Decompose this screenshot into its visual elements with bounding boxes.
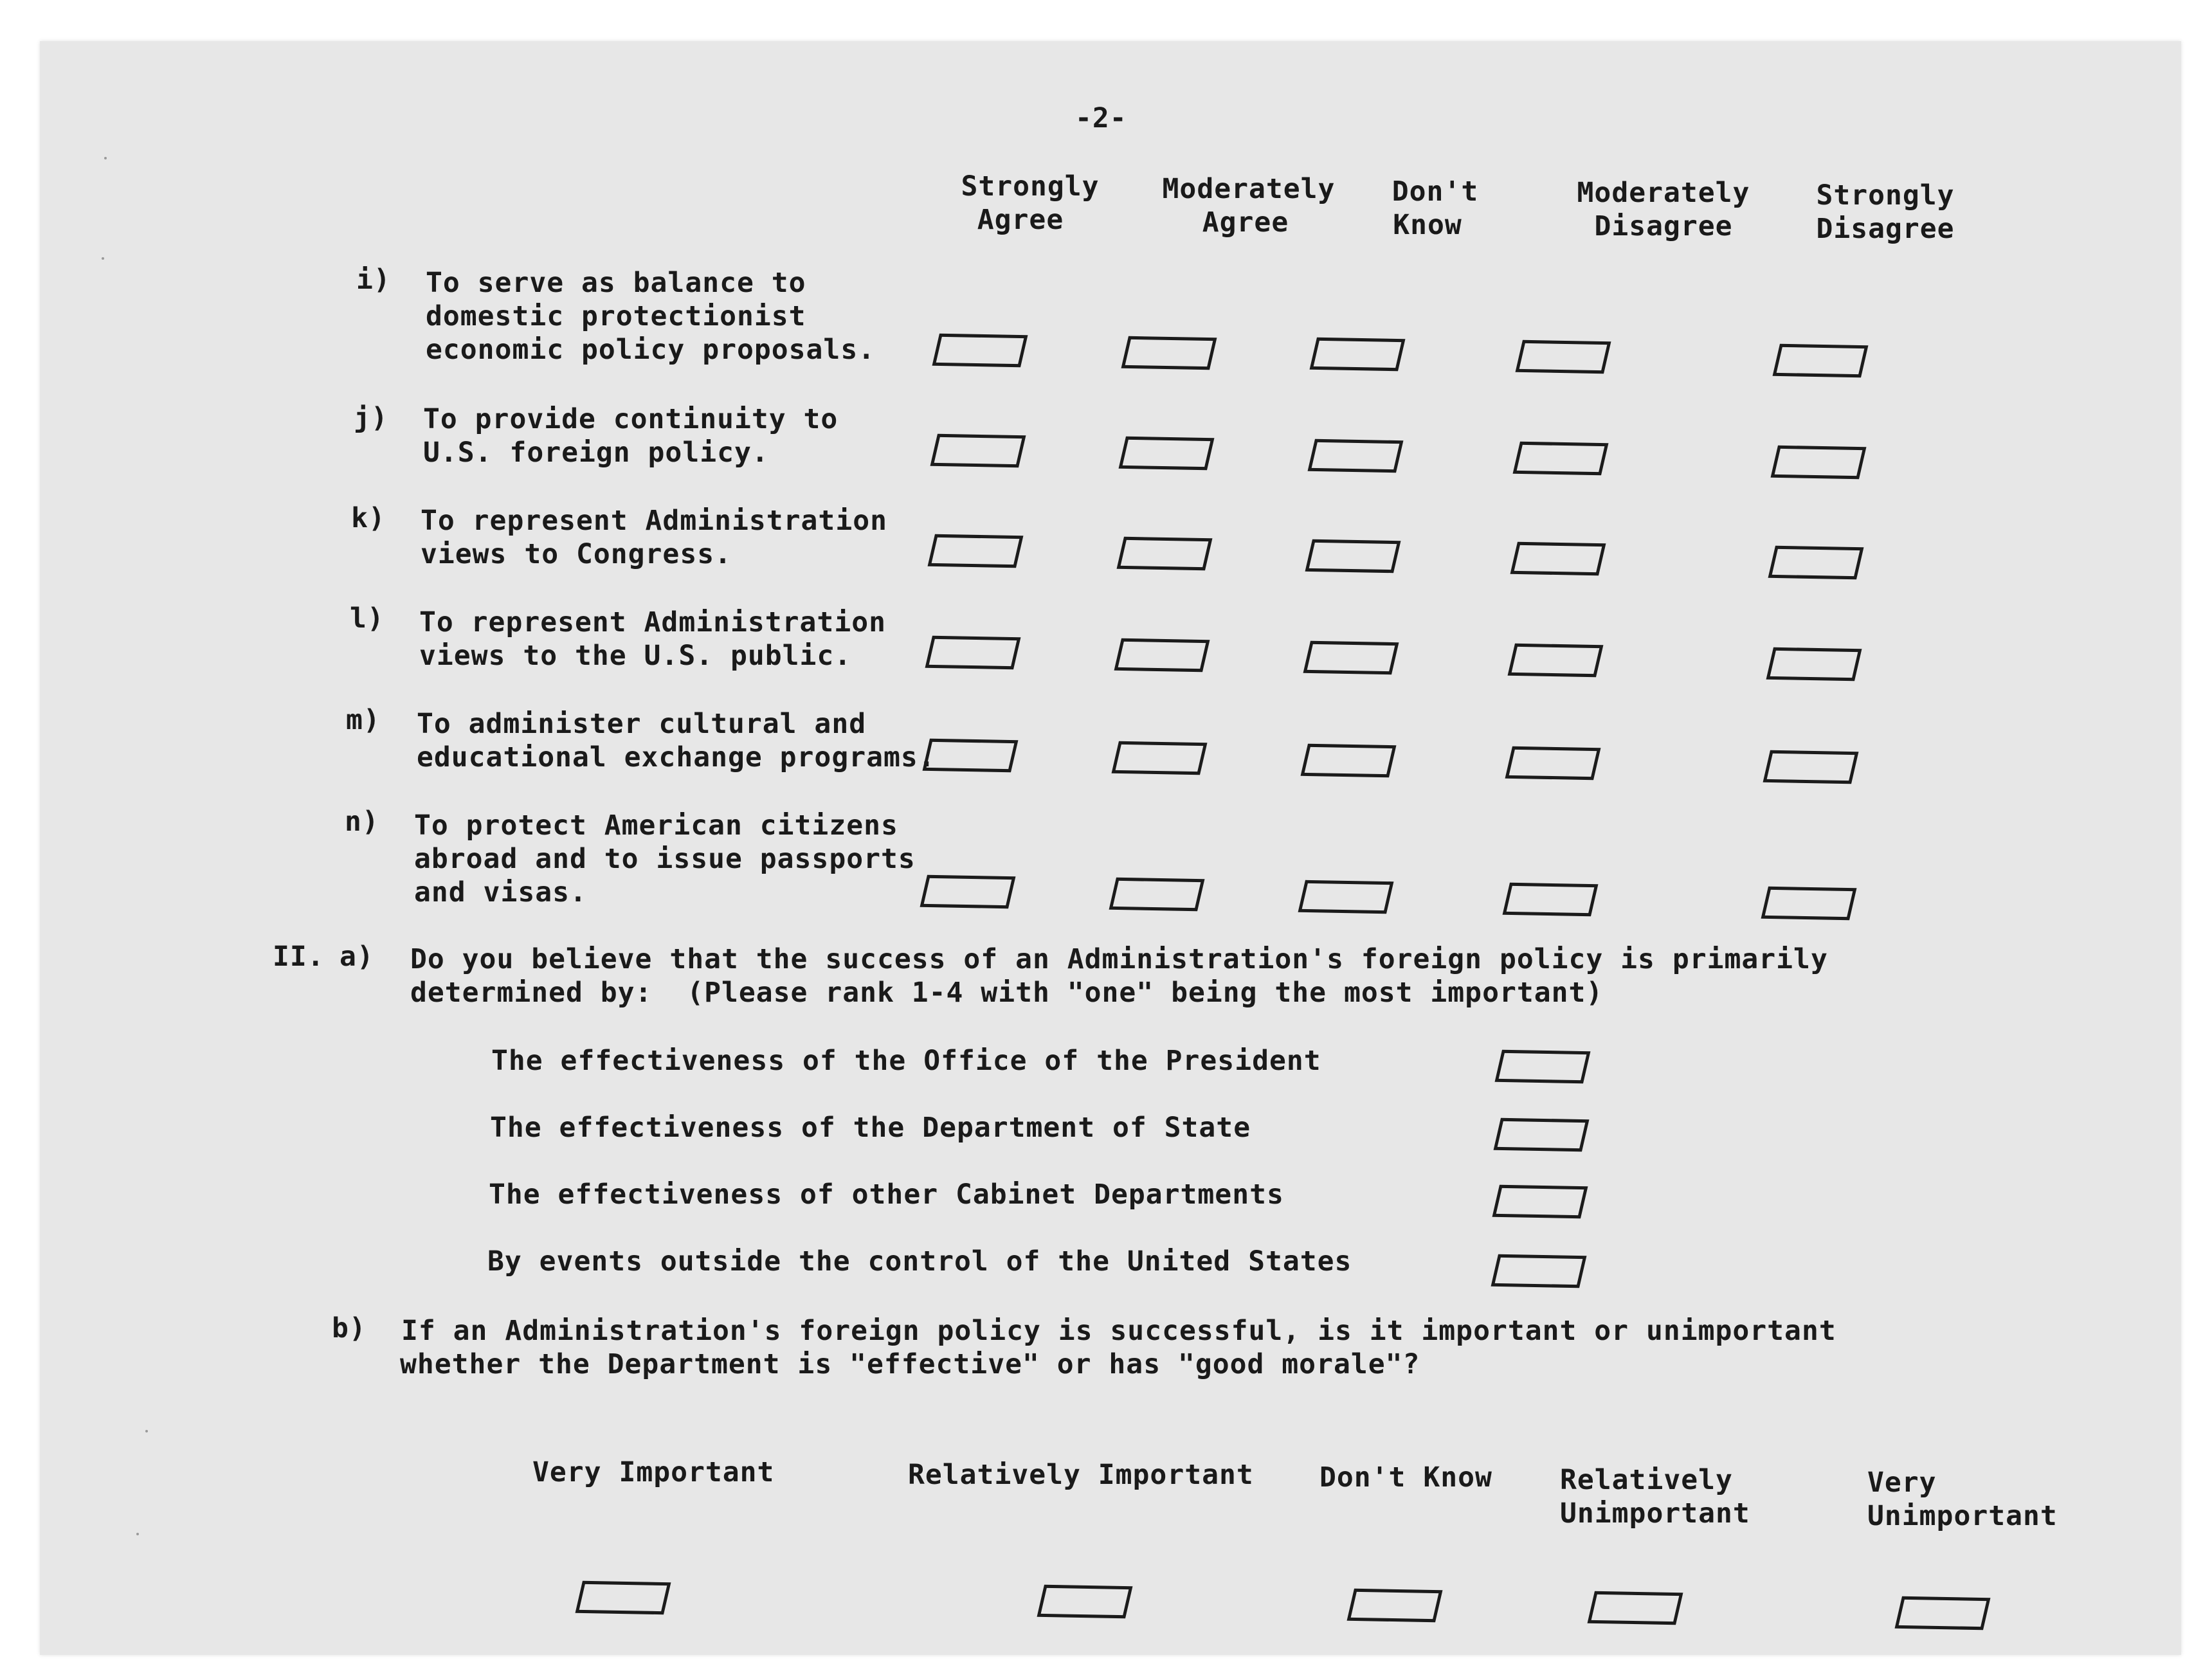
checkbox-strongly-agree[interactable] — [928, 534, 1024, 568]
checkbox-dont-know[interactable] — [1305, 539, 1401, 573]
importance-header-line: Very — [1867, 1467, 1937, 1499]
checkbox-dont-know[interactable] — [1303, 641, 1399, 674]
rank-box-office-of-president[interactable] — [1495, 1050, 1591, 1083]
item-label: b) — [332, 1312, 367, 1344]
scale-header-line: Strongly — [961, 170, 1100, 203]
checkbox-moderately-disagree[interactable] — [1513, 442, 1609, 475]
checkbox-strongly-disagree[interactable] — [1763, 750, 1859, 784]
item-text-line: To serve as balance to — [426, 267, 806, 299]
checkbox-strongly-agree[interactable] — [920, 875, 1016, 908]
checkbox-strongly-agree[interactable] — [930, 434, 1026, 467]
scale-header-line: Know — [1393, 209, 1462, 241]
item-text-line: abroad and to issue passports — [414, 843, 916, 875]
checkbox-dont-know-importance[interactable] — [1347, 1589, 1443, 1622]
checkbox-dont-know[interactable] — [1298, 880, 1394, 914]
checkbox-moderately-agree[interactable] — [1121, 336, 1217, 370]
item-text-line: To represent Administration — [419, 606, 886, 638]
item-text-line: educational exchange programs. — [417, 741, 936, 773]
item-text-line: To provide continuity to — [423, 403, 839, 435]
importance-header-line: Very Important — [532, 1456, 775, 1488]
item-text-line: U.S. foreign policy. — [423, 437, 769, 469]
item-label: n) — [345, 806, 379, 838]
checkbox-moderately-disagree[interactable] — [1503, 883, 1599, 916]
checkbox-moderately-agree[interactable] — [1117, 537, 1213, 570]
checkbox-moderately-disagree[interactable] — [1508, 644, 1604, 677]
document-page — [40, 41, 2181, 1655]
item-text-line: economic policy proposals. — [426, 334, 876, 366]
rank-box-department-of-state[interactable] — [1494, 1118, 1590, 1152]
item-text-line: To administer cultural and — [417, 708, 867, 740]
checkbox-strongly-disagree[interactable] — [1768, 546, 1864, 579]
item-text-line: views to the U.S. public. — [419, 640, 852, 672]
checkbox-strongly-agree[interactable] — [923, 739, 1019, 772]
question-text-line: whether the Department is "effective" or has "good morale"? — [400, 1348, 1420, 1380]
rank-box-other-cabinet[interactable] — [1492, 1185, 1588, 1218]
scan-speck — [136, 1533, 139, 1535]
rank-option-text: By events outside the control of the United States — [487, 1245, 1352, 1278]
rank-option-text: The effectiveness of other Cabinet Departments — [489, 1179, 1284, 1211]
checkbox-moderately-agree[interactable] — [1112, 741, 1208, 775]
scale-header-line: Disagree — [1594, 210, 1733, 242]
item-text-line: views to Congress. — [421, 538, 732, 570]
section-label: II. — [273, 941, 325, 973]
item-label: l) — [350, 602, 385, 635]
scale-header-line: Don't — [1392, 176, 1479, 208]
checkbox-dont-know[interactable] — [1301, 744, 1397, 777]
checkbox-dont-know[interactable] — [1310, 338, 1406, 371]
checkbox-moderately-disagree[interactable] — [1510, 542, 1606, 575]
checkbox-moderately-disagree[interactable] — [1505, 746, 1601, 780]
item-text-line: To protect American citizens — [414, 809, 898, 842]
scale-header-line: Moderately — [1577, 177, 1750, 209]
checkbox-strongly-disagree[interactable] — [1771, 446, 1867, 479]
importance-header-line: Unimportant — [1867, 1500, 2058, 1532]
importance-header-line: Don't Know — [1319, 1461, 1492, 1494]
item-label: j) — [354, 402, 388, 434]
item-text-line: To represent Administration — [421, 505, 887, 537]
checkbox-strongly-disagree[interactable] — [1766, 647, 1862, 681]
checkbox-moderately-agree[interactable] — [1114, 638, 1210, 672]
rank-box-outside-events[interactable] — [1491, 1254, 1587, 1288]
scale-header-line: Strongly — [1816, 179, 1955, 212]
item-label: i) — [356, 264, 391, 296]
checkbox-moderately-agree[interactable] — [1119, 437, 1215, 470]
item-text-line: and visas. — [414, 876, 587, 908]
item-text-line: domestic protectionist — [426, 300, 806, 332]
scan-speck — [102, 257, 104, 260]
importance-header-line: Unimportant — [1560, 1497, 1750, 1530]
checkbox-strongly-disagree[interactable] — [1761, 887, 1857, 920]
importance-header-line: Relatively — [1560, 1464, 1733, 1496]
checkbox-very-important[interactable] — [576, 1581, 671, 1614]
checkbox-relatively-unimportant[interactable] — [1588, 1591, 1683, 1625]
checkbox-strongly-agree[interactable] — [932, 334, 1028, 367]
scale-header-line: Agree — [1202, 206, 1289, 239]
scan-speck — [104, 157, 107, 159]
page-number: -2- — [1075, 102, 1127, 134]
question-text-line: If an Administration's foreign policy is successful, is it important or unimportant — [401, 1315, 1836, 1347]
checkbox-strongly-disagree[interactable] — [1773, 344, 1869, 377]
question-text-line: Do you believe that the success of an Administration's foreign policy is primarily — [410, 943, 1828, 975]
scale-header-line: Agree — [977, 204, 1064, 236]
importance-header-line: Relatively Important — [908, 1459, 1254, 1491]
rank-option-text: The effectiveness of the Department of State — [490, 1112, 1251, 1144]
question-text-line: determined by: (Please rank 1-4 with "one" being the most important) — [410, 977, 1604, 1009]
rank-option-text: The effectiveness of the Office of the President — [491, 1045, 1321, 1077]
checkbox-moderately-agree[interactable] — [1109, 878, 1205, 911]
checkbox-moderately-disagree[interactable] — [1516, 340, 1611, 374]
item-label: a) — [340, 941, 374, 973]
item-label: k) — [351, 502, 386, 534]
checkbox-strongly-agree[interactable] — [925, 636, 1021, 669]
checkbox-very-unimportant[interactable] — [1895, 1596, 1991, 1630]
checkbox-dont-know[interactable] — [1308, 439, 1404, 473]
checkbox-relatively-important[interactable] — [1037, 1585, 1133, 1618]
item-label: m) — [346, 704, 381, 736]
scale-header-line: Disagree — [1816, 213, 1955, 245]
scan-speck — [145, 1430, 148, 1432]
scale-header-line: Moderately — [1162, 173, 1336, 205]
